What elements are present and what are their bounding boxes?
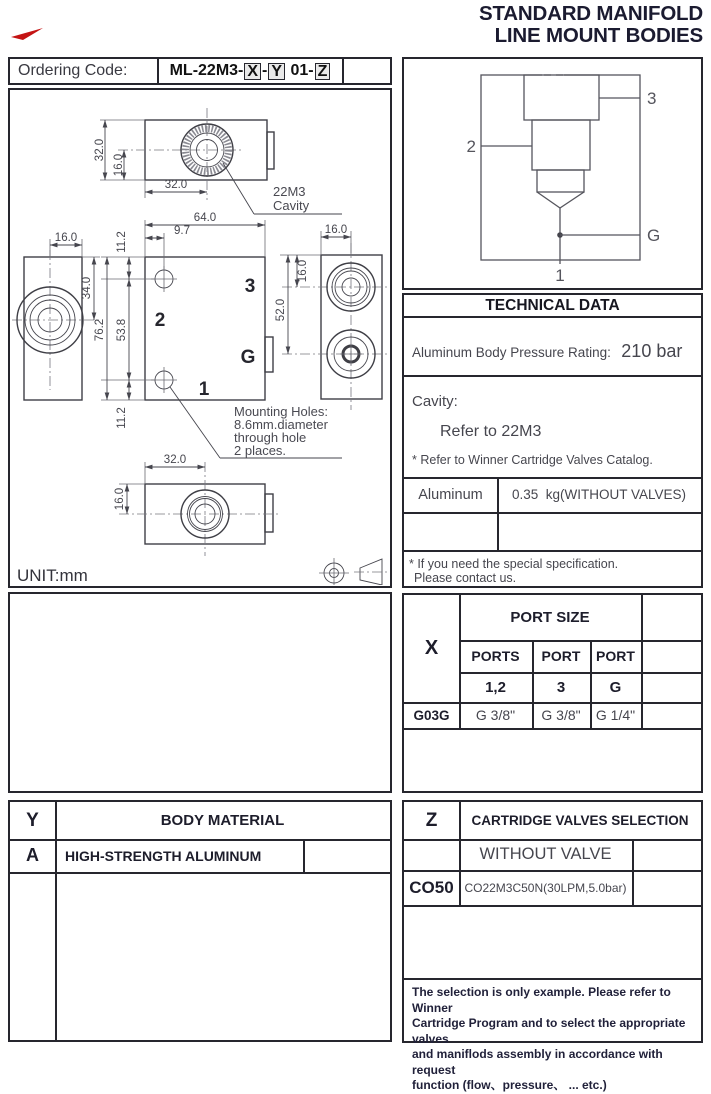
cavity-callout-line1: 22M3 [273, 184, 306, 199]
dim-hole-bottom: 11.2 [116, 407, 128, 429]
ordering-code-mid: 01- [286, 62, 314, 79]
ordering-code-y: Y [268, 63, 285, 80]
portsize-col2-sub: 3 [556, 678, 566, 696]
portsize-col3-header: PORT [596, 648, 635, 664]
body-material-table [8, 800, 392, 1042]
pressure-rating-label: Aluminum Body Pressure Rating: [412, 345, 611, 360]
left-side-view [12, 232, 100, 400]
dimension-drawing [10, 90, 389, 585]
front-view [94, 212, 342, 458]
hydraulic-schematic [404, 59, 701, 288]
dim-right-portg-depth: 52.0 [275, 298, 287, 322]
dim-right-port3-depth: 16.0 [297, 259, 309, 283]
dimension-drawing-panel [8, 88, 392, 588]
portsize-col3-sub: G [609, 678, 622, 696]
empty-notes-panel [8, 592, 392, 793]
projection-symbol-icon [319, 558, 388, 585]
schematic-panel [402, 57, 703, 290]
portsize-header: PORT SIZE [510, 609, 590, 626]
ordering-code-prefix: ML-22M3- [169, 62, 244, 79]
front-portg-label: G [240, 347, 256, 368]
cartridge-row-code: CO50 [409, 877, 454, 897]
mounting-note-callout [170, 387, 342, 458]
cavity-value: Refer to 22M3 [440, 423, 542, 440]
bodymat-hline-2 [10, 872, 390, 874]
front-port2-label: 2 [154, 310, 166, 331]
bodymat-row-value: HIGH-STRENGTH ALUMINUM [65, 847, 262, 864]
cartridge-note-line2: Cartridge Program and to select the appropriate valves [412, 1016, 686, 1046]
schematic-port2-label: 2 [466, 137, 476, 156]
port-size-table [402, 593, 703, 793]
dim-bottom-width: 32.0 [163, 454, 187, 466]
cartridge-note-line3: and maniflods assembly in accordance with request [412, 1047, 663, 1077]
bodymat-y-label: Y [26, 809, 39, 831]
cartridge-selection-table [402, 800, 703, 1092]
brand-logo-swoosh [10, 27, 44, 43]
pressure-rating-row [412, 341, 682, 362]
pressure-rating-value: 210 bar [621, 341, 683, 361]
ordering-code-value-cell [159, 59, 342, 83]
special-note-line2: Please contact us. [414, 571, 517, 585]
dim-right-width: 16.0 [324, 224, 348, 236]
portsize-col2-header: PORT [541, 648, 581, 664]
dim-top-width: 32.0 [164, 179, 188, 191]
weight-value-cell: 0.35 kg(WITHOUT VALVES) [511, 487, 687, 502]
portsize-col1-header: PORTS [471, 648, 520, 664]
front-port1-label: 1 [198, 379, 210, 400]
portsize-row-code: G03G [413, 707, 450, 723]
ordering-code-sep: - [262, 62, 268, 79]
front-port3-label: 3 [244, 276, 256, 297]
dim-hole-top: 11.2 [116, 231, 128, 253]
portg-circles [327, 330, 375, 378]
mounting-note-line4: 2 places. [234, 443, 287, 458]
weight-table-bottom-border [404, 550, 701, 552]
dim-hole-offset-x: 9.7 [174, 225, 190, 237]
cavity-callout [223, 163, 342, 214]
portsize-hline-4 [404, 728, 701, 730]
weight-material-cell: Aluminum [418, 486, 483, 503]
cavity-note: * Refer to Winner Cartridge Valves Catalog. [412, 453, 653, 467]
bodymat-header: BODY MATERIAL [160, 812, 285, 829]
cavity-label: Cavity: [412, 393, 458, 410]
bodymat-vline-right [303, 839, 305, 872]
weight-table-row-border [404, 512, 701, 514]
dim-top-center: 16.0 [113, 153, 125, 177]
technical-data-panel [402, 293, 703, 588]
mounting-note-line1: Mounting Holes: [234, 404, 328, 419]
dim-top-height: 32.0 [94, 138, 106, 162]
technical-data-header [404, 295, 701, 318]
schematic-port1-label: 1 [555, 266, 565, 285]
mounting-note-line2: 8.6mm.diameter [234, 417, 328, 432]
portsize-x-label: X [424, 637, 439, 659]
bodymat-row-code: A [26, 845, 39, 865]
cartridge-vline-right [632, 839, 634, 905]
cartridge-row-value: CO22M3C50N(30LPM,5.0bar) [464, 880, 627, 895]
mounting-note-line3: through hole [234, 430, 307, 445]
cartridge-hline-3 [404, 905, 701, 907]
page-title [479, 3, 703, 47]
dim-left-width: 16.0 [54, 232, 78, 244]
top-view [94, 108, 342, 214]
dim-front-height: 76.2 [94, 318, 106, 342]
cartridge-note-line4: function (flow、pressure、 ... etc.) [412, 1078, 607, 1092]
dim-hole-spacing: 53.8 [116, 318, 128, 342]
ordering-code-z: Z [315, 63, 331, 80]
ordering-code-bar [8, 57, 392, 85]
page-title-line2: LINE MOUNT BODIES [494, 24, 703, 47]
portsize-row-v1: G 3/8" [475, 707, 516, 723]
technical-divider [404, 375, 701, 377]
page-title-line1: STANDARD MANIFOLD [479, 2, 703, 25]
technical-data-header-text: TECHNICAL DATA [485, 296, 620, 314]
cartridge-note [404, 978, 701, 1092]
ordering-code-x: X [244, 63, 261, 80]
right-side-view [275, 224, 387, 410]
ordering-code-label: Ordering Code: [18, 62, 128, 79]
schematic-portg-label: G [647, 226, 661, 245]
cavity-callout-line2: Cavity [273, 198, 310, 213]
portsize-row-v2: G 3/8" [541, 707, 581, 723]
ordering-divider-2 [342, 59, 344, 83]
cartridge-note-line1: The selection is only example. Please refer to Winner [412, 985, 671, 1015]
portsize-vline-3 [641, 595, 643, 728]
dim-left-port-depth: 34.0 [81, 276, 93, 300]
cartridge-header: CARTRIDGE VALVES SELECTION [471, 813, 689, 828]
schematic-port3-label: 3 [647, 89, 657, 108]
cartridge-without-valve: WITHOUT VALVE [479, 845, 612, 863]
special-note-line1: * If you need the special specification. [409, 557, 619, 571]
cartridge-z-label: Z [425, 809, 438, 831]
dim-front-width: 64.0 [193, 212, 217, 224]
portsize-col1-sub: 1,2 [485, 678, 506, 696]
dim-bottom-center: 16.0 [114, 487, 126, 511]
unit-label: UNIT:mm [17, 566, 88, 585]
portsize-row-v3: G 1/4" [595, 707, 636, 723]
ordering-code-label-cell [10, 59, 157, 83]
bottom-view [114, 454, 278, 556]
